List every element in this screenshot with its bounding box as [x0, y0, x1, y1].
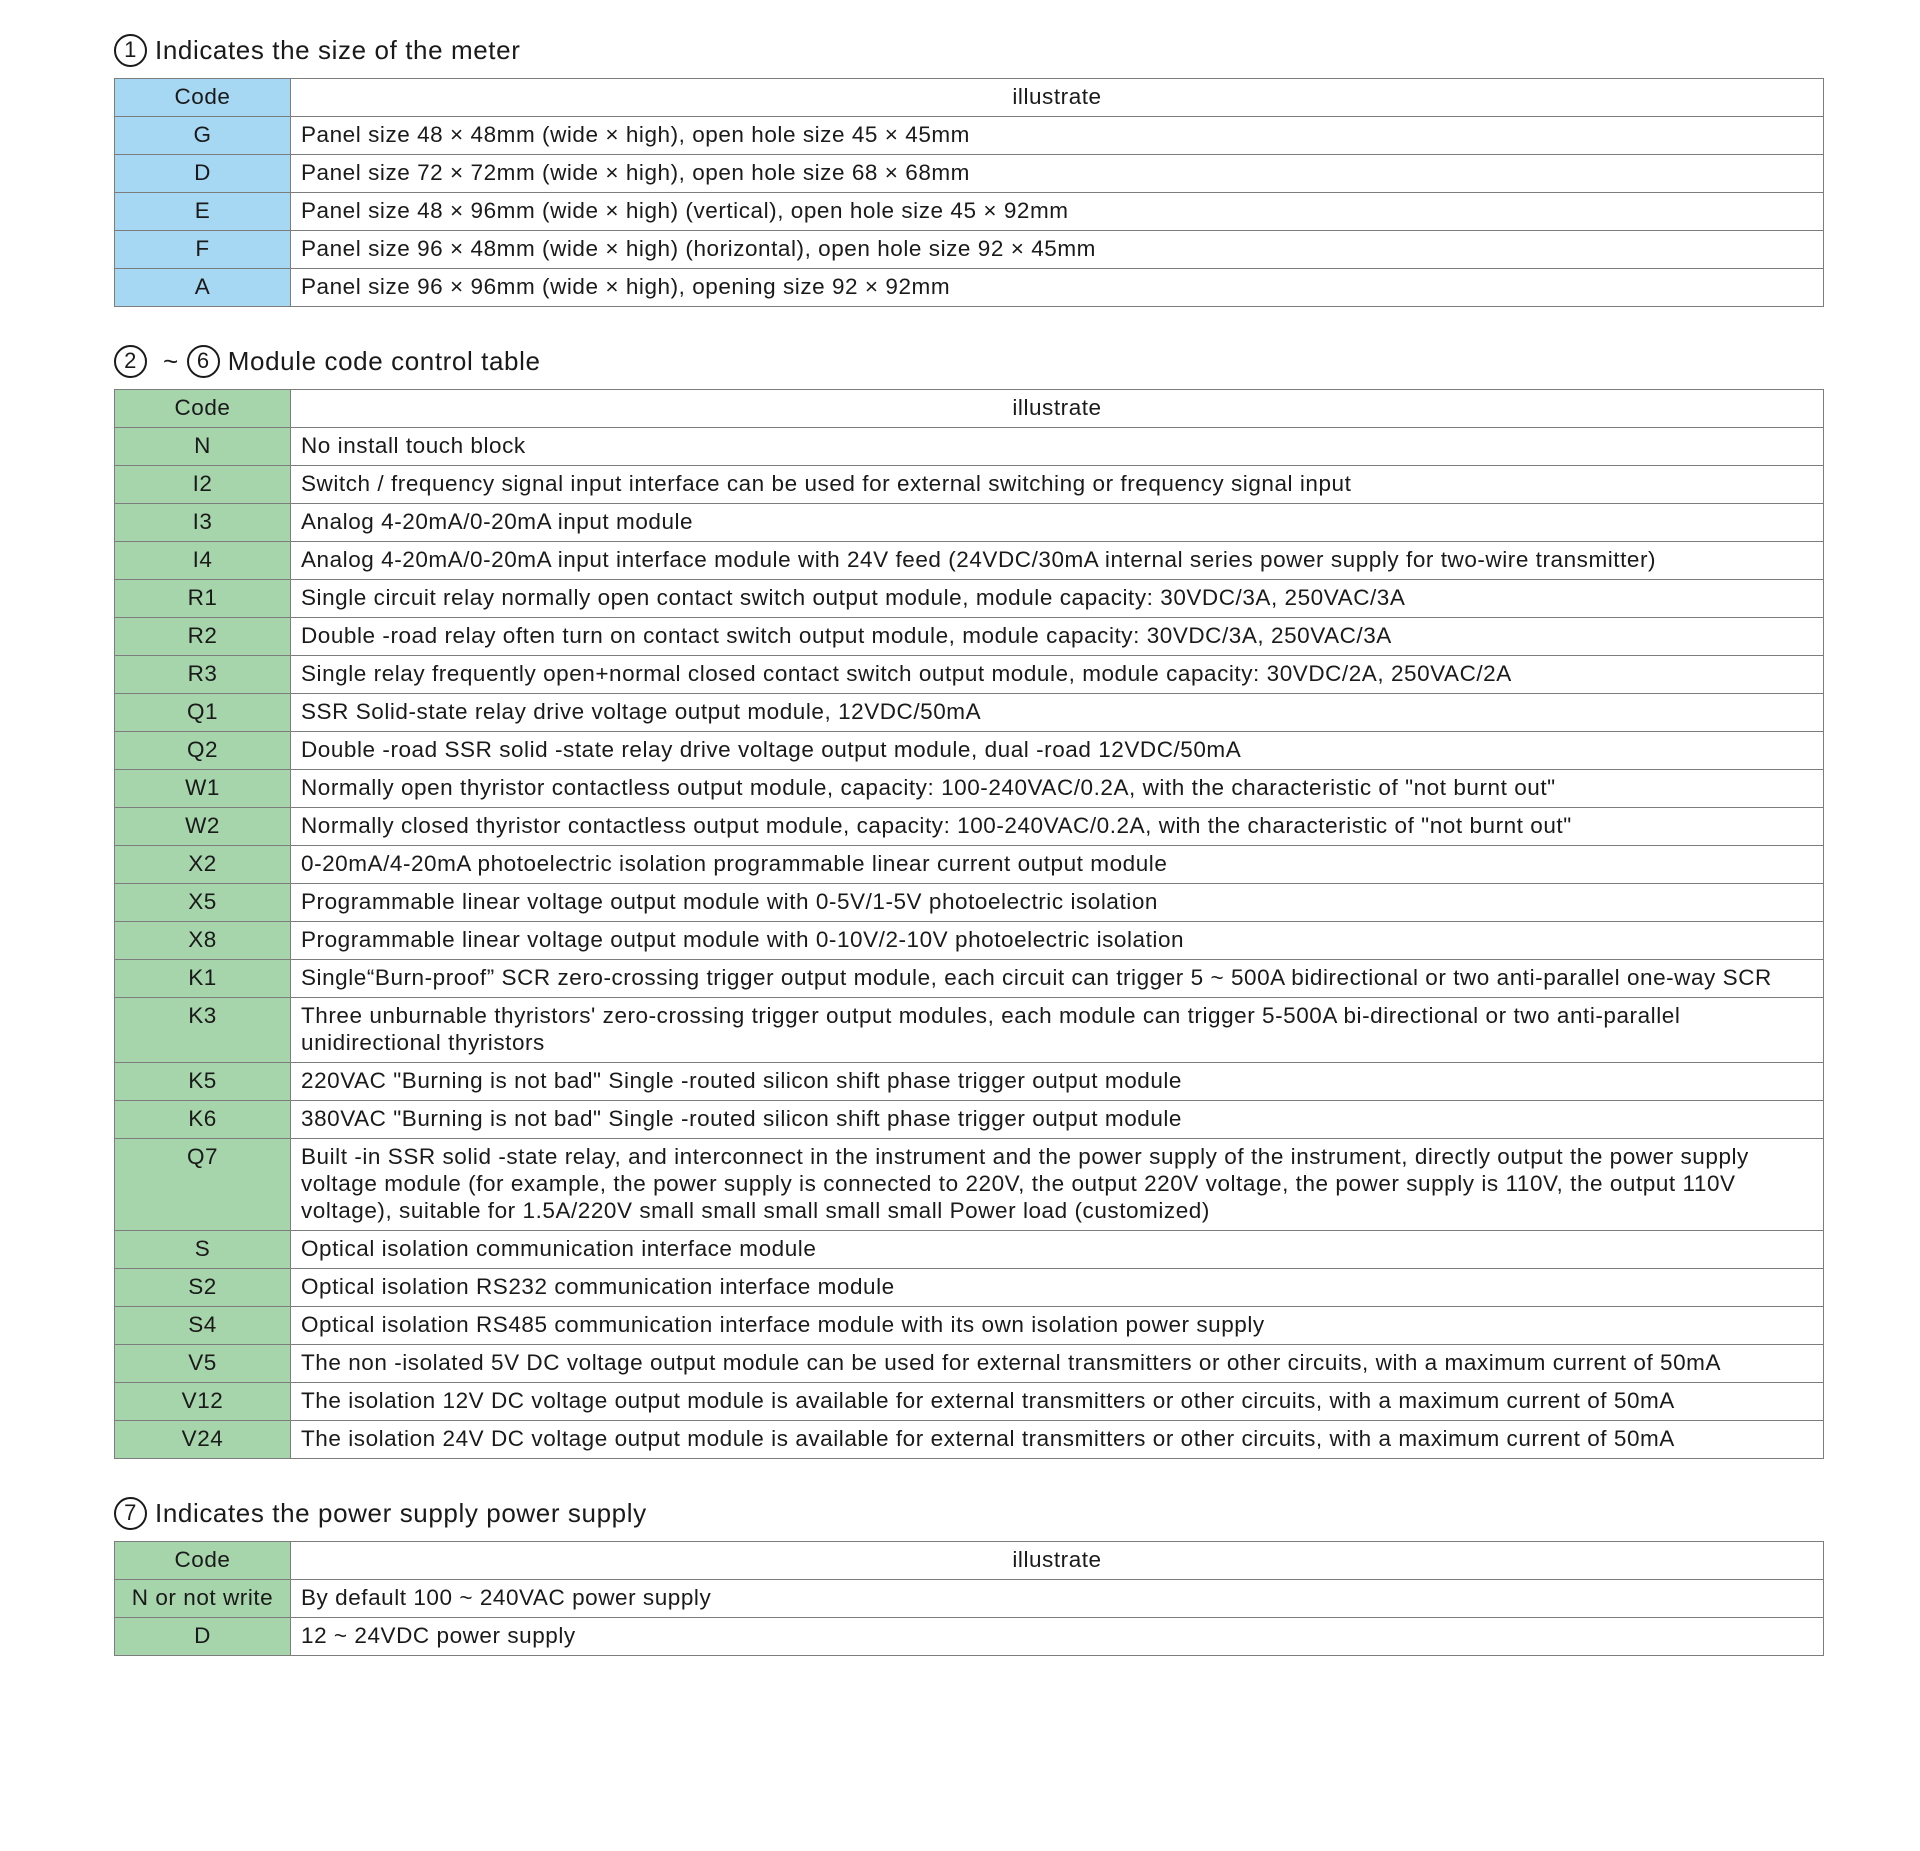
table-header-row [115, 390, 1824, 428]
section-title [114, 341, 1824, 381]
table-row [115, 1618, 1824, 1656]
table-row [115, 231, 1824, 269]
table-row [115, 618, 1824, 656]
description-cell: No install touch block [291, 428, 1824, 466]
code-cell: S2 [115, 1269, 291, 1307]
code-cell: K1 [115, 960, 291, 998]
table-row [115, 1231, 1824, 1269]
header-description: illustrate [291, 390, 1824, 428]
description-cell: Panel size 72 × 72mm (wide × high), open hole size 68 × 68mm [291, 155, 1824, 193]
table-row [115, 770, 1824, 808]
description-cell: Panel size 48 × 96mm (wide × high) (vertical), open hole size 45 × 92mm [291, 193, 1824, 231]
table-row [115, 656, 1824, 694]
code-cell: E [115, 193, 291, 231]
section-title [114, 30, 1824, 70]
section-title-text: Indicates the power supply power supply [155, 1498, 647, 1528]
module-code-table [114, 389, 1824, 1459]
table-row [115, 1421, 1824, 1459]
table-row [115, 1580, 1824, 1618]
table-row [115, 922, 1824, 960]
header-code: Code [115, 1542, 291, 1580]
table-row [115, 846, 1824, 884]
document-page [114, 30, 1824, 1656]
table-row [115, 1063, 1824, 1101]
code-cell: Q2 [115, 732, 291, 770]
circled-number: 7 [114, 1497, 147, 1530]
code-cell: I2 [115, 466, 291, 504]
section-module-codes [114, 341, 1824, 1459]
table-row [115, 1101, 1824, 1139]
description-cell: By default 100 ~ 240VAC power supply [291, 1580, 1824, 1618]
code-cell: K5 [115, 1063, 291, 1101]
table-row [115, 117, 1824, 155]
description-cell: Normally closed thyristor contactless output module, capacity: 100-240VAC/0.2A, with the characteristic of "not burnt out" [291, 808, 1824, 846]
description-cell: 220VAC "Burning is not bad" Single -routed silicon shift phase trigger output module [291, 1063, 1824, 1101]
description-cell: Panel size 48 × 48mm (wide × high), open hole size 45 × 45mm [291, 117, 1824, 155]
description-cell: Normally open thyristor contactless output module, capacity: 100-240VAC/0.2A, with the characteristic of "not burnt out" [291, 770, 1824, 808]
table-row [115, 269, 1824, 307]
code-cell: V12 [115, 1383, 291, 1421]
code-cell: K6 [115, 1101, 291, 1139]
code-cell: N [115, 428, 291, 466]
table-row [115, 808, 1824, 846]
table-row [115, 428, 1824, 466]
description-cell: Analog 4-20mA/0-20mA input interface module with 24V feed (24VDC/30mA internal series power supply for two-wire transmitter) [291, 542, 1824, 580]
code-cell: F [115, 231, 291, 269]
description-cell: Double -road relay often turn on contact switch output module, module capacity: 30VDC/3A, 250VAC/3A [291, 618, 1824, 656]
code-cell: G [115, 117, 291, 155]
circled-number: 6 [187, 345, 220, 378]
table-row [115, 542, 1824, 580]
header-description: illustrate [291, 79, 1824, 117]
section-title [114, 1493, 1824, 1533]
code-cell: R1 [115, 580, 291, 618]
table-row [115, 694, 1824, 732]
table-row [115, 504, 1824, 542]
table-row [115, 960, 1824, 998]
code-cell: R2 [115, 618, 291, 656]
description-cell: 0-20mA/4-20mA photoelectric isolation programmable linear current output module [291, 846, 1824, 884]
header-code: Code [115, 79, 291, 117]
description-cell: SSR Solid-state relay drive voltage output module, 12VDC/50mA [291, 694, 1824, 732]
table-row [115, 732, 1824, 770]
code-cell: V5 [115, 1345, 291, 1383]
table-row [115, 1307, 1824, 1345]
code-cell: Q1 [115, 694, 291, 732]
table-header-row [115, 1542, 1824, 1580]
circled-number: 1 [114, 34, 147, 67]
description-cell: 380VAC "Burning is not bad" Single -routed silicon shift phase trigger output module [291, 1101, 1824, 1139]
code-cell: I4 [115, 542, 291, 580]
description-cell: 12 ~ 24VDC power supply [291, 1618, 1824, 1656]
description-cell: The non -isolated 5V DC voltage output module can be used for external transmitters or other circuits, with a maximum current of 50mA [291, 1345, 1824, 1383]
table-row [115, 1383, 1824, 1421]
description-cell: Double -road SSR solid -state relay drive voltage output module, dual -road 12VDC/50mA [291, 732, 1824, 770]
section-title-text: Module code control table [227, 346, 541, 376]
code-cell: W2 [115, 808, 291, 846]
code-cell: D [115, 1618, 291, 1656]
description-cell: Single circuit relay normally open contact switch output module, module capacity: 30VDC/3A, 250VAC/3A [291, 580, 1824, 618]
description-cell: The isolation 24V DC voltage output module is available for external transmitters or other circuits, with a maximum current of 50mA [291, 1421, 1824, 1459]
description-cell: Programmable linear voltage output module with 0-5V/1-5V photoelectric isolation [291, 884, 1824, 922]
code-cell: S [115, 1231, 291, 1269]
description-cell: Switch / frequency signal input interface can be used for external switching or frequency signal input [291, 466, 1824, 504]
meter-size-table [114, 78, 1824, 307]
code-cell: I3 [115, 504, 291, 542]
description-cell: Optical isolation RS232 communication interface module [291, 1269, 1824, 1307]
description-cell: Analog 4-20mA/0-20mA input module [291, 504, 1824, 542]
code-cell: Q7 [115, 1139, 291, 1231]
code-cell: X5 [115, 884, 291, 922]
header-code: Code [115, 390, 291, 428]
code-cell: K3 [115, 998, 291, 1063]
table-row [115, 1345, 1824, 1383]
description-cell: Single“Burn-proof” SCR zero-crossing trigger output module, each circuit can trigger 5 ~ 500A bidirectional or two anti-parallel one-way SCR [291, 960, 1824, 998]
code-cell: X2 [115, 846, 291, 884]
circled-number: 2 [114, 345, 147, 378]
code-cell: S4 [115, 1307, 291, 1345]
header-description: illustrate [291, 1542, 1824, 1580]
code-cell: X8 [115, 922, 291, 960]
description-cell: Panel size 96 × 48mm (wide × high) (horizontal), open hole size 92 × 45mm [291, 231, 1824, 269]
description-cell: Panel size 96 × 96mm (wide × high), opening size 92 × 92mm [291, 269, 1824, 307]
description-cell: Optical isolation communication interface module [291, 1231, 1824, 1269]
description-cell: The isolation 12V DC voltage output module is available for external transmitters or other circuits, with a maximum current of 50mA [291, 1383, 1824, 1421]
description-cell: Three unburnable thyristors' zero-crossing trigger output modules, each module can trigger 5-500A bi-directional or two anti-parallel unidirectional thyristors [291, 998, 1824, 1063]
table-row [115, 580, 1824, 618]
section-meter-size [114, 30, 1824, 307]
section-power-supply [114, 1493, 1824, 1656]
description-cell: Single relay frequently open+normal closed contact switch output module, module capacity: 30VDC/2A, 250VAC/2A [291, 656, 1824, 694]
description-cell: Optical isolation RS485 communication interface module with its own isolation power supply [291, 1307, 1824, 1345]
code-cell: N or not write [115, 1580, 291, 1618]
table-row [115, 1139, 1824, 1231]
code-cell: W1 [115, 770, 291, 808]
table-row [115, 466, 1824, 504]
code-cell: D [115, 155, 291, 193]
description-cell: Built -in SSR solid -state relay, and interconnect in the instrument and the power supply of the instrument, directly output the power supply voltage module (for example, the power supply is connected to 220V, the output 220V voltage, the power supply is 110V, the output 110V voltage), suitable for 1.5A/220V small small small small small Power load (customized) [291, 1139, 1824, 1231]
range-tilde: ~ [163, 346, 179, 376]
code-cell: R3 [115, 656, 291, 694]
table-header-row [115, 79, 1824, 117]
table-row [115, 1269, 1824, 1307]
table-row [115, 884, 1824, 922]
description-cell: Programmable linear voltage output module with 0-10V/2-10V photoelectric isolation [291, 922, 1824, 960]
table-row [115, 193, 1824, 231]
table-row [115, 998, 1824, 1063]
code-cell: V24 [115, 1421, 291, 1459]
table-row [115, 155, 1824, 193]
power-supply-table [114, 1541, 1824, 1656]
section-title-text: Indicates the size of the meter [155, 35, 521, 65]
code-cell: A [115, 269, 291, 307]
